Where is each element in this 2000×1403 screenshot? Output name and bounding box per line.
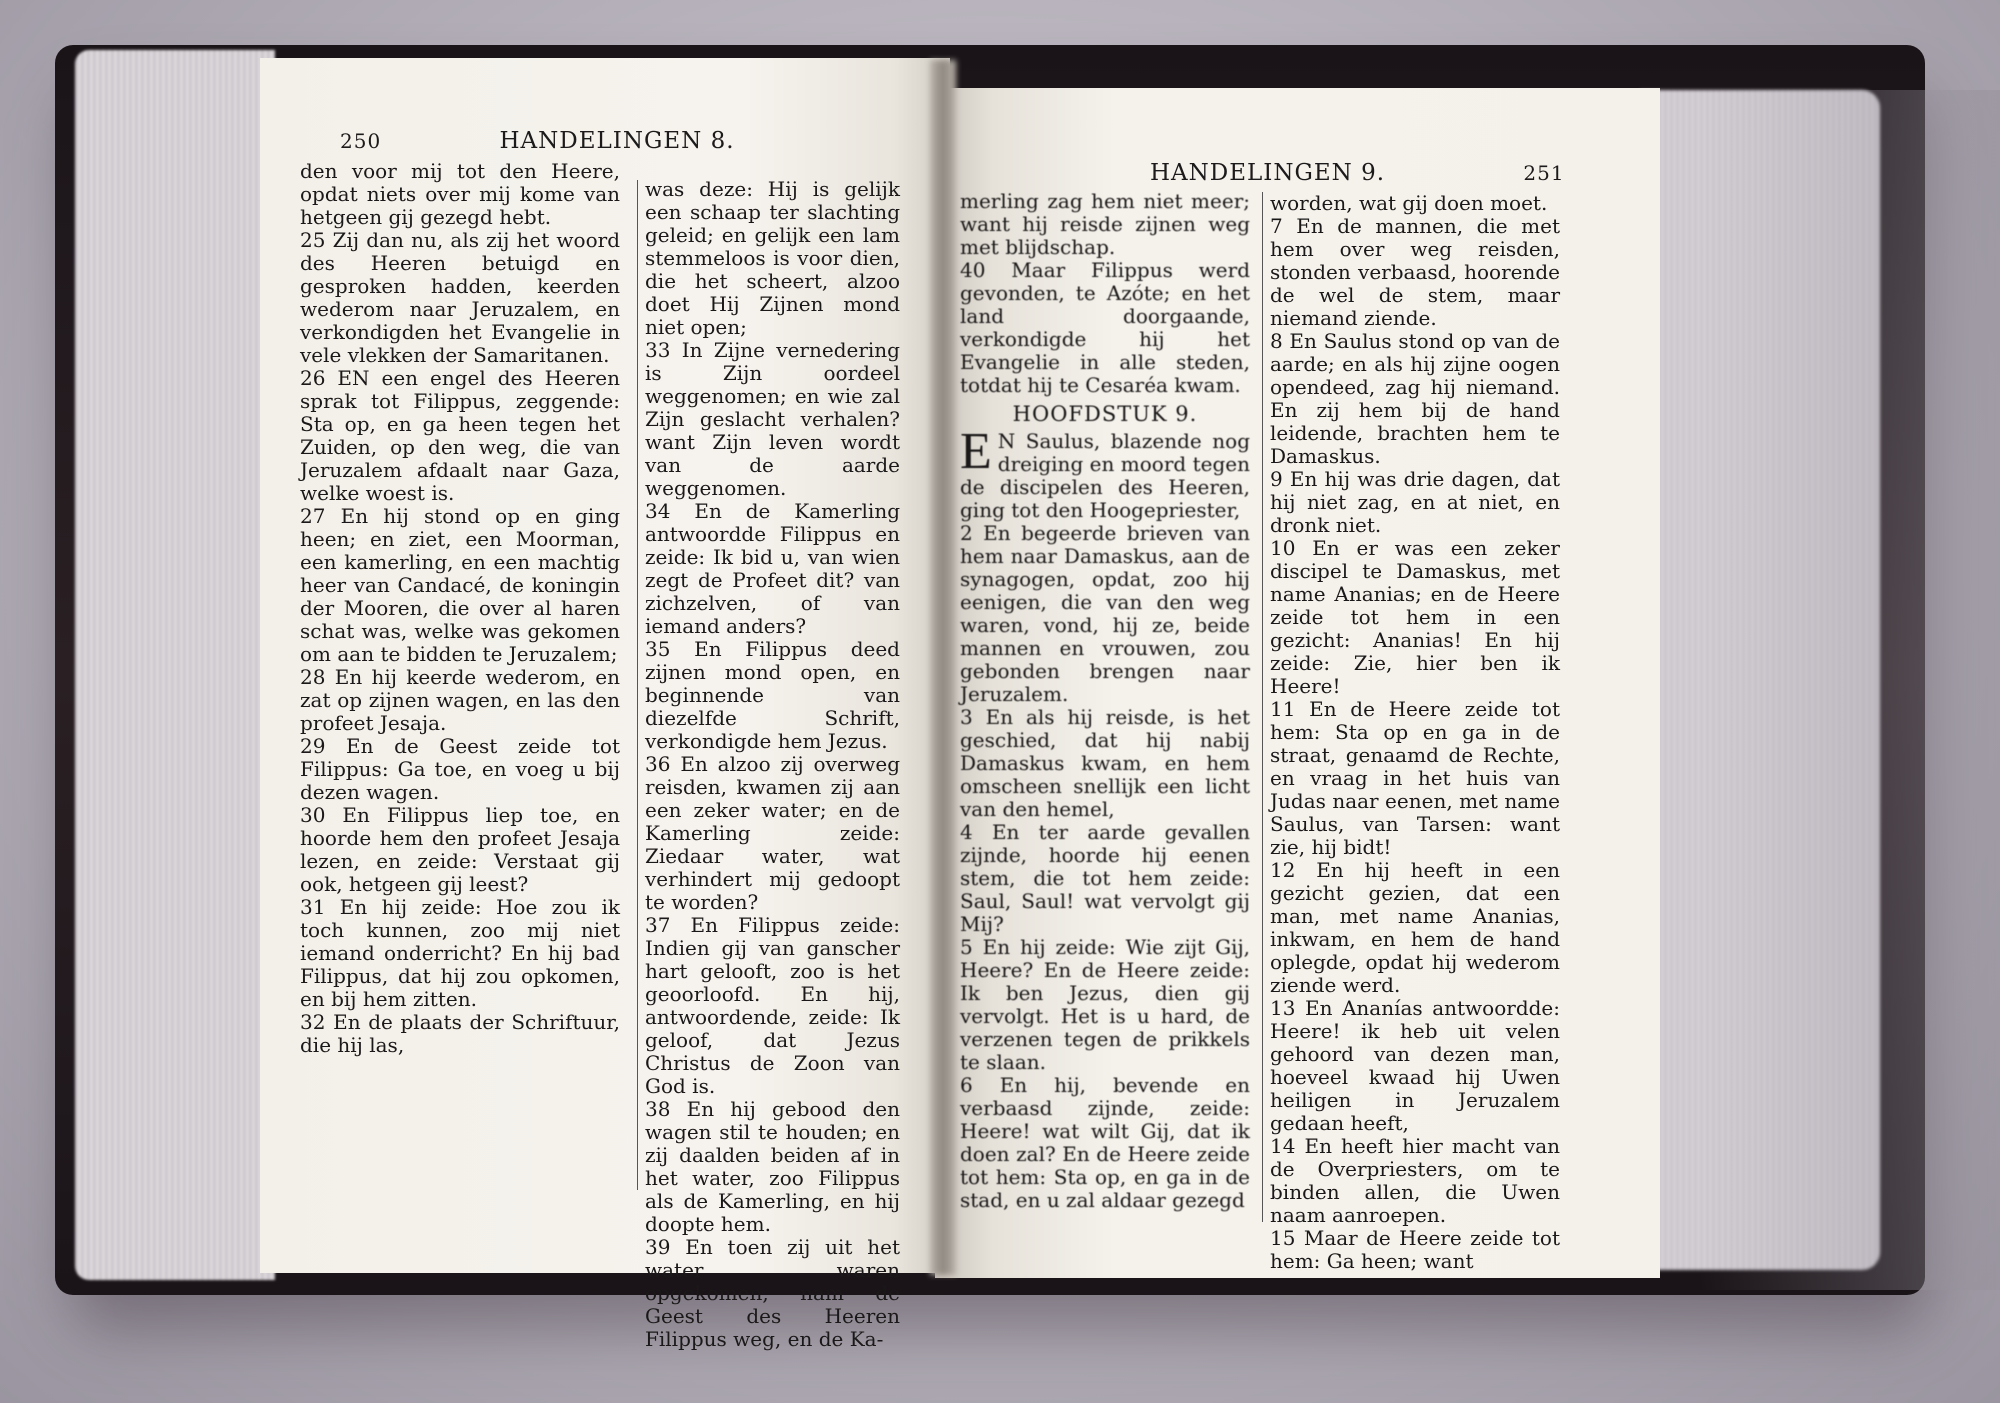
verse-paragraph: 33 In Zijne vernedering is Zijn oordeel weggenomen; en wie zal Zijn geslacht verhalen? want Zijn leven wordt van de aarde weggenomen. (645, 338, 900, 500)
verse-paragraph: 15 Maar de Heere zeide tot hem: Ga heen; want (1270, 1226, 1560, 1273)
verse-paragraph: 8 En Saulus stond op van de aarde; en als hij zijne oogen opendeed, zag hij niemand. En zij hem bij de hand leidende, brachten hem te Damaskus. (1270, 329, 1560, 468)
right-page-column-2 (1270, 192, 1560, 1273)
right-page-column-1 (960, 190, 1250, 1212)
verse-paragraph: 7 En de mannen, die met hem over weg reisden, stonden verbaasd, hoorende de wel de stem, maar niemand ziende. (1270, 214, 1560, 330)
verse-paragraph: 29 En de Geest zeide tot Filippus: Ga toe, en voeg u bij dezen wagen. (300, 734, 620, 804)
verse-paragraph (960, 423, 1250, 522)
drop-cap: E (960, 423, 992, 480)
verse-paragraph: was deze: Hij is gelijk een schaap ter slachting geleid; en gelijk een lam stemmeloos is voor dien, die het scheert, alzoo doet Hij Zijnen mond niet open; (645, 177, 900, 339)
verse-paragraph: 34 En de Kamerling antwoordde Filippus en zeide: Ik bid u, van wien zegt de Profeet dit? van zichzelven, of van iemand anders? (645, 499, 900, 638)
verse-paragraph: 28 En hij keerde wederom, en zat op zijnen wagen, en las den profeet Jesaja. (300, 665, 620, 735)
verse-paragraph: 2 En begeerde brieven van hem naar Damaskus, aan de synagogen, opdat, zoo hij eenigen, die van den weg waren, vond, hij ze, beide mannen en vrouwen, zou gebonden brengen naar Jeruzalem. (960, 521, 1250, 706)
left-page-number: 250 (340, 129, 382, 153)
left-page-edges (75, 50, 275, 1280)
verse-paragraph: 32 En de plaats der Schriftuur, die hij las, (300, 1010, 620, 1057)
chapter-heading: HOOFDSTUK 9. (1012, 402, 1198, 426)
verse-paragraph: 11 En de Heere zeide tot hem: Sta op en ga in de straat, genaamd de Rechte, en vraag in het huis van Judas naar eenen, met name Saulus, van Tarsen: want zie, hij bidt! (1270, 697, 1560, 859)
verse-paragraph: 27 En hij stond op en ging heen; en ziet, een Moorman, een kamerling, en een machtig heer van Candacé, de koningin der Mooren, die over al haren schat was, welke was gekomen om aan te bidden te Jeruzalem; (300, 504, 620, 666)
verse-paragraph: merling zag hem niet meer; want hij reisde zijnen weg met blijdschap. (960, 189, 1250, 259)
verse-paragraph: 9 En hij was drie dagen, dat hij niet zag, en at niet, en dronk niet. (1270, 467, 1560, 537)
left-page-header (340, 128, 760, 154)
verse-paragraph: 31 En hij zeide: Hoe zou ik toch kunnen, zoo mij niet iemand onderricht? En hij bad Filippus, dat hij zou opkomen, en bij hem zitten. (300, 895, 620, 1011)
verse-paragraph: 10 En er was een zeker discipel te Damaskus, met name Ananias; en de Heere zeide tot hem in een gezicht: Ananias! En hij zeide: Zie, hier ben ik Heere! (1270, 536, 1560, 698)
right-page-number: 251 (1523, 161, 1565, 185)
verse-paragraph: 30 En Filippus liep toe, en hoorde hem den profeet Jesaja lezen, en zeide: Verstaat gij ook, hetgeen gij leest? (300, 803, 620, 896)
verse-paragraph: 4 En ter aarde gevallen zijnde, hoorde hij eenen stem, die tot hem zeide: Saul, Saul! wat vervolgt gij Mij? (960, 820, 1250, 936)
right-page-header (1150, 160, 1570, 186)
left-column-rule (637, 180, 638, 1190)
verse-paragraph: worden, wat gij doen moet. (1270, 191, 1548, 215)
verse-paragraph: 6 En hij, bevende en verbaasd zijnde, zeide: Heere! wat wilt Gij, dat ik doen zal? En de Heere zeide tot hem: Sta op, en ga in de stad, en u zal aldaar gezegd (960, 1073, 1250, 1212)
verse-paragraph: 40 Maar Filippus werd gevonden, te Azóte; en het land doorgaande, verkondigde hij het Evangelie in alle steden, totdat hij te Cesaréa kwam. (960, 258, 1250, 397)
verse-paragraph: 37 En Filippus zeide: Indien gij van ganscher hart gelooft, zoo is het geoorloofd. En hij, antwoordende, zeide: Ik geloof, dat Jezus Christus de Zoon van God is. (645, 913, 900, 1098)
left-page-column-2 (645, 178, 900, 1351)
verse-paragraph: 36 En alzoo zij overweg reisden, kwamen zij aan een zeker water; en de Kamerling zeide: Ziedaar water, wat verhindert mij gedoopt te worden? (645, 752, 900, 914)
verse-text: N Saulus, blazende nog dreiging en moord tegen de discipelen des Heeren, ging tot den Hoogepriester, (960, 429, 1250, 522)
verse-paragraph: 13 En Ananías antwoordde: Heere! ik heb uit velen gehoord van dezen man, hoeveel kwaad hij Uwen heiligen in Jeruzalem gedaan heeft, (1270, 996, 1560, 1135)
verse-paragraph: 12 En hij heeft in een gezicht gezien, dat een man, met name Ananias, inkwam, en hem de hand oplegde, opdat hij wederom ziende werd. (1270, 858, 1560, 997)
verse-paragraph: 39 En toen zij uit het water waren opgekomen, nam de Geest des Heeren Filippus weg, en de Ka- (645, 1235, 900, 1351)
motion-blur-edge (1700, 90, 2000, 1290)
verse-paragraph: 5 En hij zeide: Wie zijt Gij, Heere? En de Heere zeide: Ik ben Jezus, dien gij vervolgt. Het is u hard, de verzenen tegen de prikkels te slaan. (960, 935, 1250, 1074)
left-page-column-1 (300, 160, 620, 1057)
verse-paragraph: 35 En Filippus deed zijnen mond open, en beginnende van diezelfde Schrift, verkondigde hem Jezus. (645, 637, 900, 753)
verse-paragraph: 38 En hij gebood den wagen stil te houden; en zij daalden beiden af in het water, zoo Filippus als de Kamerling, en hij doopte hem. (645, 1097, 900, 1236)
verse-paragraph: 26 EN een engel des Heeren sprak tot Filippus, zeggende: Sta op, en ga heen tegen het Zuiden, op den weg, die van Jeruzalem afdaalt naar Gaza, welke woest is. (300, 366, 620, 505)
verse-paragraph: 3 En als hij reisde, is het geschied, dat hij nabij Damaskus kwam, en hem omscheen snellijk een licht van den hemel, (960, 705, 1250, 821)
verse-paragraph: den voor mij tot den Heere, opdat niets over mij kome van hetgeen gij gezegd hebt. (300, 159, 620, 229)
verse-paragraph: 25 Zij dan nu, als zij het woord des Heeren betuigd en gesproken hadden, keerden wederom naar Jeruzalem, en verkondigden het Evangelie in vele vlekken der Samaritanen. (300, 228, 620, 367)
right-column-rule (1262, 192, 1263, 1222)
book-gutter (930, 60, 956, 1275)
right-running-title: HANDELINGEN 9. (1150, 160, 1386, 186)
verse-paragraph: 14 En heeft hier macht van de Overpriesters, om te binden allen, die Uwen naam aanroepen. (1270, 1134, 1560, 1227)
left-running-title: HANDELINGEN 8. (499, 128, 735, 154)
